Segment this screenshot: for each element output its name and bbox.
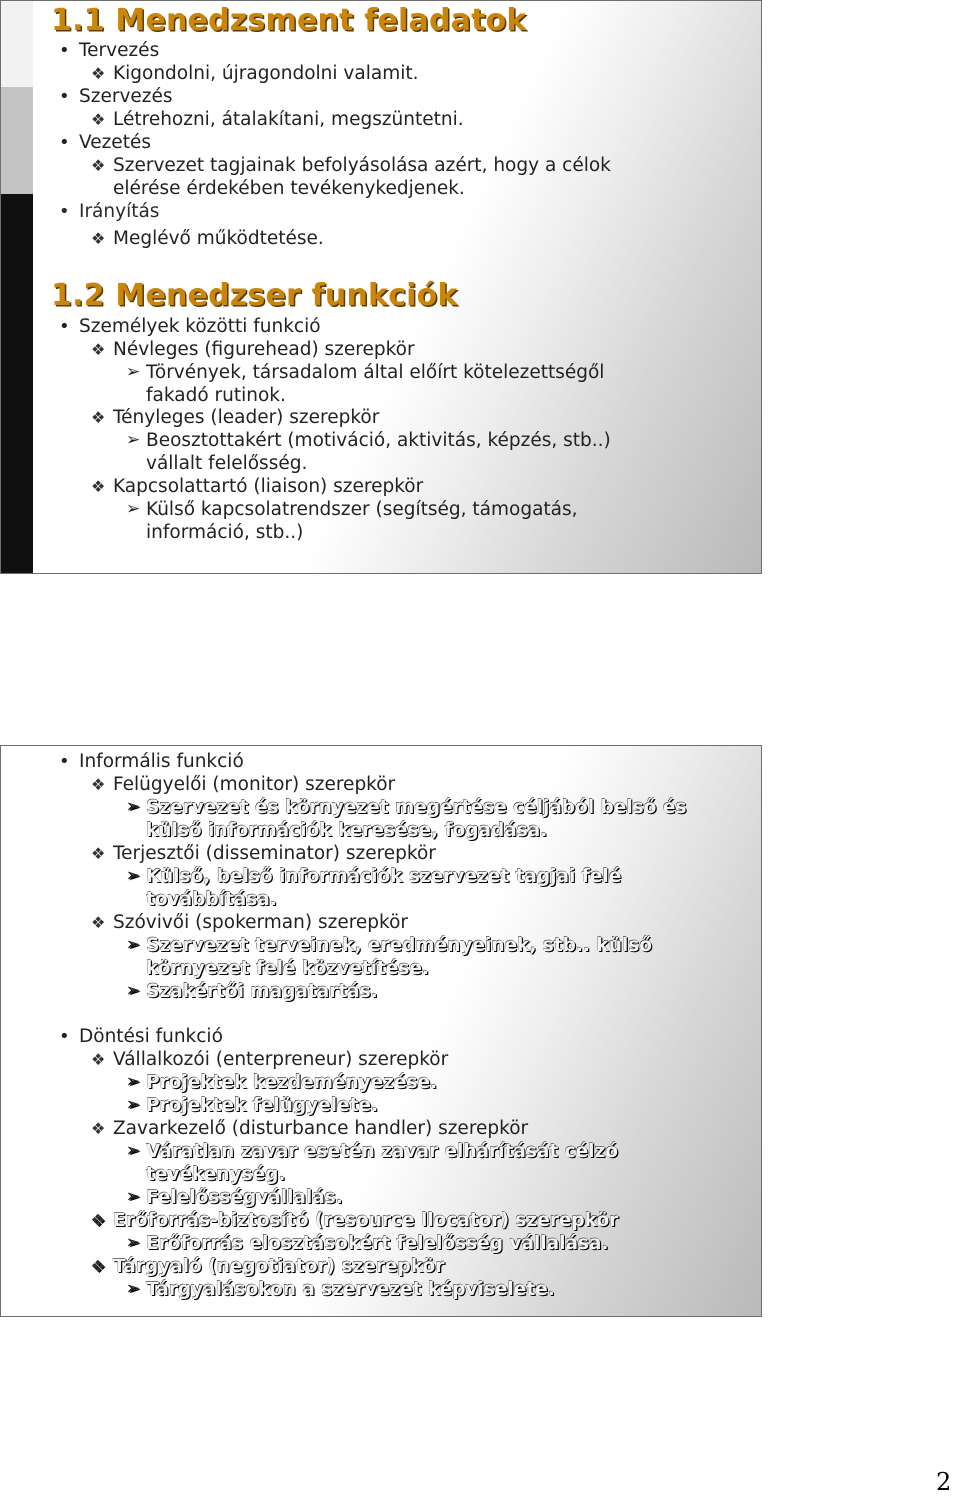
detail-terjeszto-1: ➢ Külső, belső információk szervezet tagjai felé [146, 865, 621, 888]
detail-zavarkezelo-1: ➢ Váratlan zavar esetén zavar elhárítását célzó [146, 1140, 618, 1163]
detail-felugyeloi-1: ➢ Szervezet és környezet megértése céljából belső és [146, 796, 686, 819]
detail-vallalkozoi-1: ➢ Projektek kezdeményezése. [146, 1071, 437, 1094]
title-menedzser-funkciok: 1.2 Menedzser funkciók [51, 278, 458, 313]
list-item-szemelyek: • Személyek közötti funkció [79, 315, 321, 338]
detail-nevleges-1: ➢ Törvények, társadalom által előírt kötelezettségől [146, 361, 604, 384]
slide-2 [0, 745, 762, 1317]
detail-targyalo: ➢ Tárgyalásokon a szervezet képviselete. [146, 1278, 555, 1301]
list-item-iranyitas: • Irányítás [79, 200, 159, 223]
sub-item-felugyeloi: ❖ Felügyelői (monitor) szerepkör [113, 773, 395, 796]
page-number: 2 [936, 1468, 952, 1496]
detail-felugyeloi-2: külső információk keresése, fogadása. [146, 820, 548, 841]
sub-item-targyalo: ❖ Tárgyaló (negotiator) szerepkör [113, 1255, 444, 1278]
sub-item-vezetes-2: elérése érdekében tevékenykedjenek. [113, 178, 465, 199]
sub-item-nevleges: ❖ Névleges (figurehead) szerepkör [113, 338, 415, 361]
detail-kapcsolattarto-2: információ, stb..) [146, 522, 304, 543]
sub-item-vezetes-1: ❖ Szervezet tagjainak befolyásolása azért, hogy a célok [113, 154, 611, 177]
detail-kapcsolattarto-1: ➢ Külső kapcsolatrendszer (segítség, támogatás, [146, 498, 578, 521]
detail-nevleges-2: fakadó rutinok. [146, 385, 286, 406]
sub-item-szovivo: ❖ Szóvivői (spokerman) szerepkör [113, 911, 408, 934]
detail-szovivo-3: ➢ Szakértői magatartás. [146, 980, 378, 1003]
sub-item-eroforras: ❖ Erőforrás-biztosító (resource llocator) szerepkör [113, 1209, 618, 1232]
sub-item-zavarkezelo: ❖ Zavarkezelő (disturbance handler) szerepkör [113, 1117, 528, 1140]
detail-vallalkozoi-2: ➢ Projektek felügyelete. [146, 1094, 378, 1117]
detail-terjeszto-2: továbbítása. [146, 889, 277, 910]
detail-tenyleges-1: ➢ Beosztottakért (motiváció, aktivitás, képzés, stb..) [146, 429, 611, 452]
list-item-szervezes: • Szervezés [79, 85, 173, 108]
sub-item-tervezes: ❖ Kigondolni, újragondolni valamit. [113, 62, 419, 85]
title-menedzsment-feladatok: 1.1 Menedzsment feladatok [51, 3, 527, 38]
list-item-tervezes: • Tervezés [79, 39, 159, 62]
slide-1 [0, 0, 762, 574]
list-item-vezetes: • Vezetés [79, 131, 151, 154]
sub-item-kapcsolattarto: ❖ Kapcsolattartó (liaison) szerepkör [113, 475, 423, 498]
slide-left-stripe [1, 746, 33, 1316]
detail-zavarkezelo-2: tevékenység. [146, 1164, 286, 1185]
sub-item-vallalkozoi: ❖ Vállalkozói (enterpreneur) szerepkör [113, 1048, 448, 1071]
detail-szovivo-2: környezet felé közvetítése. [146, 958, 429, 979]
detail-zavarkezelo-3: ➢ Felelősségvállalás. [146, 1186, 343, 1209]
sub-item-terjeszto: ❖ Terjesztői (disseminator) szerepkör [113, 842, 436, 865]
sub-item-tenyleges: ❖ Tényleges (leader) szerepkör [113, 406, 379, 429]
detail-eroforras: ➢ Erőforrás elosztásokért felelősség vállalása. [146, 1232, 608, 1255]
detail-szovivo-1: ➢ Szervezet terveinek, eredményeinek, stb.. külső [146, 934, 652, 957]
sub-item-iranyitas: ❖ Meglévő működtetése. [113, 227, 324, 250]
list-item-informalis: • Informális funkció [79, 750, 244, 773]
sub-item-szervezes: ❖ Létrehozni, átalakítani, megszüntetni. [113, 108, 464, 131]
detail-tenyleges-2: vállalt felelősség. [146, 453, 308, 474]
slide-left-stripe [1, 1, 33, 573]
list-item-dontesi: • Döntési funkció [79, 1025, 223, 1048]
